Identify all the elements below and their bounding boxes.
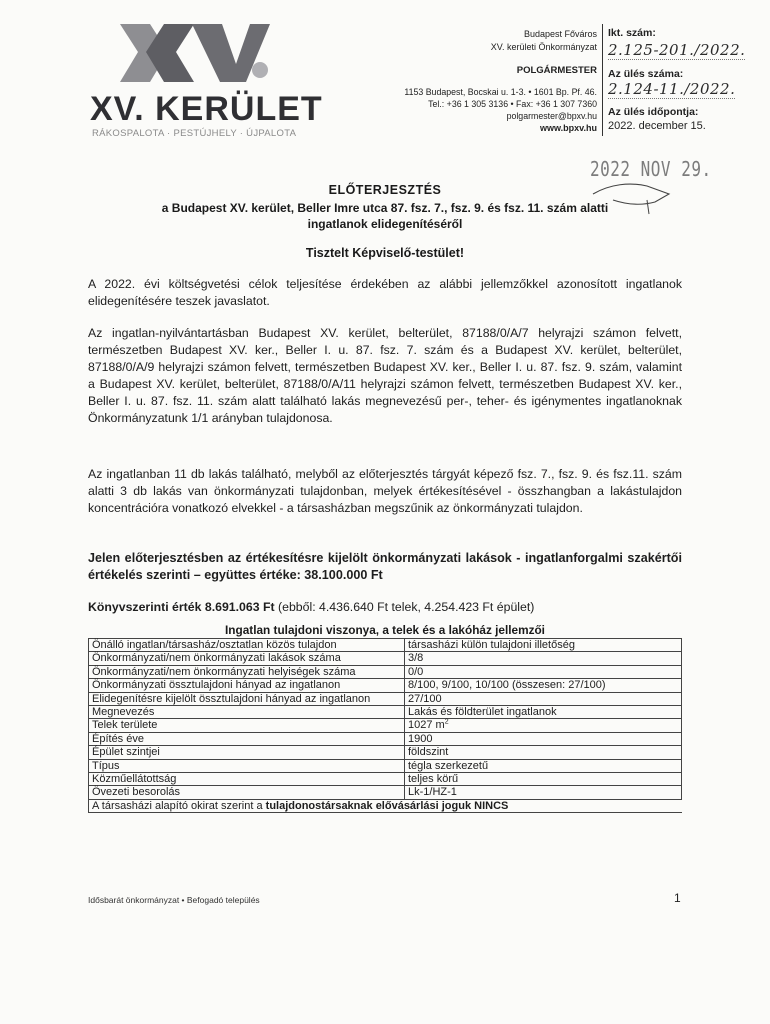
paragraph-ownership: Az ingatlanban 11 db lakás található, melyből az előterjesztés tárgyát képező fsz. 7., fsz. 9. és fsz.11. szám alatti 3 db lakás van önkormányzati tulajdonban, melyek értékesítésével - összhangban a lakástulajdon koncentrációra vonatkozó elvekkel - a társasházban megszűnik az önkormányzati tulajdon.: [88, 467, 682, 515]
property-value: földszint: [405, 746, 682, 759]
logo-title: XV. KERÜLET: [90, 90, 323, 128]
property-key: Önálló ingatlan/társasház/osztatlan közös tulajdon: [89, 639, 405, 652]
property-key: Elidegenítésre kijelölt össztulajdoni hányad az ingatlanon: [89, 692, 405, 705]
property-value: 8/100, 9/100, 10/100 (összesen: 27/100): [405, 679, 682, 692]
property-value: 3/8: [405, 652, 682, 665]
property-value: 27/100: [405, 692, 682, 705]
received-stamp: 2022 NOV 29.: [590, 157, 712, 181]
header-divider: [602, 24, 603, 136]
table-row: [89, 652, 682, 665]
salutation: Tisztelt Képviselő-testület!: [305, 246, 465, 260]
paragraph-registry: Az ingatlan-nyilvántartásban Budapest XV. kerület, belterület, 87188/0/A/7 helyrajzi számon felvett, természetben Budapest XV. ker., Beller I. u. 87. fsz. 7. szám és a Budapest XV. kerület, belterület, 87188/0/A/9 helyrajzi számon felvett, természetben Budapest XV. ker., Beller I. u. 87. fsz. 9. szám, valamint a Budapest XV. kerület, belterület, 87188/0/A/11 helyrajzi számon felvett, természetben Budapest XV. ker., Beller I. u. 87. fsz. 11. szám alatt található lakás megnevezésű per-, teher- és igénymentes ingatlanoknak Önkormányzatunk 1/1 arányban tulajdonosa.: [88, 326, 682, 425]
property-value: 0/0: [405, 665, 682, 678]
table-row: [89, 665, 682, 678]
page-number: 1: [674, 891, 681, 905]
table-row: [89, 786, 682, 799]
table-footer-row: [89, 799, 682, 812]
document-title: ELŐTERJESZTÉS: [328, 183, 442, 197]
property-value: tégla szerkezetű: [405, 759, 682, 772]
contact-address: 1153 Budapest, Bocskai u. 1-3. • 1601 Bp. Pf. 46. Tel.: +36 1 305 3136 • Fax: +36 1 307 7360 polgarmester@bpxv.hu: [404, 87, 597, 121]
property-table: [88, 638, 682, 813]
xv-logo-icon: [120, 20, 270, 86]
table-row: [89, 639, 682, 652]
property-key: Önkormányzati össztulajdoni hányad az ingatlanon: [89, 679, 405, 692]
table-row: [89, 746, 682, 759]
table-row: [89, 692, 682, 705]
footer-slogan: Idősbarát önkormányzat • Befogadó település: [88, 895, 260, 905]
paragraph-intro: A 2022. évi költségvetési célok teljesítése érdekében az alábbi jellemzőkkel azonosított ingatlanok elidegenítésére teszek javaslatot.: [88, 277, 682, 308]
district-logo: [90, 20, 323, 139]
institution-name: Budapest Főváros XV. kerületi Önkormányzat: [490, 29, 597, 52]
property-key: Megnevezés: [89, 706, 405, 719]
property-key: Közműellátottság: [89, 773, 405, 786]
document-subject: a Budapest XV. kerület, Beller Imre utca 87. fsz. 7., fsz. 9. és fsz. 11. szám alatti: [161, 201, 609, 215]
pre-emption-note: A társasházi alapító okirat szerint a tulajdonostársaknak elővásárlási joguk NINCS: [89, 799, 682, 812]
table-row: [89, 773, 682, 786]
property-value: társasházi külön tulajdoni illetőség: [405, 639, 682, 652]
property-key: Övezeti besorolás: [89, 786, 405, 799]
property-key: Önkormányzati/nem önkormányzati helyiségek száma: [89, 665, 405, 678]
email-link[interactable]: polgarmester@bpxv.hu: [506, 111, 597, 121]
property-key: Telek területe: [89, 719, 405, 732]
paragraph-valuation: Jelen előterjesztésben az értékesítésre kijelölt önkormányzati lakások - ingatlanforgalmi szakértői értékelés szerinti – együttes értéke: 38.100.000 Ft: [88, 551, 682, 582]
property-key: Épület szintjei: [89, 746, 405, 759]
property-key: Típus: [89, 759, 405, 772]
ules-idopont-label: Az ülés időpontja:: [608, 106, 699, 118]
office-name: POLGÁRMESTER: [516, 65, 597, 76]
property-value: 1900: [405, 732, 682, 745]
ikt-value: 2.125-201./2022.: [608, 41, 746, 59]
table-row: [89, 719, 682, 732]
property-key: Építés éve: [89, 732, 405, 745]
ules-szama-value: 2.124-11./2022.: [608, 80, 736, 98]
property-value: 1027 $m^2$: [405, 719, 682, 732]
table-row: [89, 679, 682, 692]
paragraph-book-value: Könyvszerinti érték 8.691.063 Ft (ebből: 4.436.640 Ft telek, 4.254.423 Ft épület): [88, 600, 535, 614]
table-caption: Ingatlan tulajdoni viszonya, a telek és a lakóház jellemzői: [225, 623, 545, 637]
ules-szama-label: Az ülés száma:: [608, 68, 684, 80]
table-row: [89, 759, 682, 772]
table-row: [89, 706, 682, 719]
table-row: [89, 732, 682, 745]
property-value: Lk-1/HZ-1: [405, 786, 682, 799]
document-subject-cont: ingatlanok elidegenítéséről: [307, 217, 463, 231]
property-value: teljes körű: [405, 773, 682, 786]
logo-subtitle: RÁKOSPALOTA · PESTÚJHELY · ÚJPALOTA: [92, 128, 297, 139]
website-link[interactable]: www.bpxv.hu: [539, 123, 597, 133]
property-key: Önkormányzati/nem önkormányzati lakások száma: [89, 652, 405, 665]
ikt-label: Ikt. szám:: [608, 27, 656, 39]
ules-idopont-value: 2022. december 15.: [608, 120, 706, 132]
property-value: Lakás és földterület ingatlanok: [405, 706, 682, 719]
